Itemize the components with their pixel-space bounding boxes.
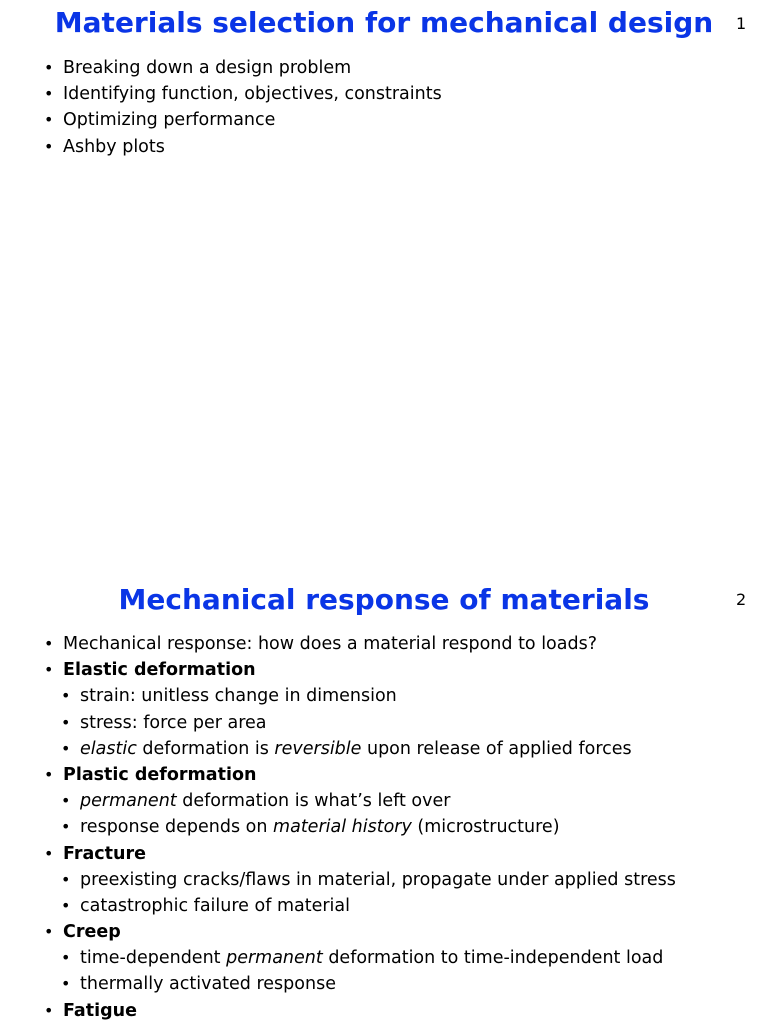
sub-list-item: [44, 683, 676, 709]
bullet-icon: •: [61, 895, 71, 915]
bullet-icon: •: [44, 136, 54, 156]
bullet-icon: •: [44, 110, 54, 130]
bullet-icon: •: [44, 764, 54, 784]
bullet-icon: •: [44, 1000, 54, 1020]
slide-title: Materials selection for mechanical design: [54, 6, 714, 39]
list-item-text: deformation is what’s left over: [176, 791, 451, 812]
list-item: [44, 81, 442, 107]
list-item-text: Mechanical response: how does a material respond to loads?: [63, 634, 598, 654]
sub-list-item: [44, 710, 676, 736]
list-item-text: preexisting cracks/flaws in material, propagate under applied stress: [80, 869, 676, 890]
list-item-text: stress: force per area: [80, 712, 267, 733]
list-item-text: deformation to time-independent load: [322, 948, 664, 969]
list-item-heading: [44, 841, 676, 867]
heading-fatigue: Fatigue: [63, 1000, 137, 1021]
list-item-text: (microstructure): [411, 817, 560, 838]
list-item-text: Breaking down a design problem: [63, 58, 352, 78]
bullet-icon: •: [61, 948, 71, 968]
list-item-text: strain: unitless change in dimension: [80, 686, 397, 707]
sub-list-item: [44, 971, 676, 997]
emphasis-text: permanent: [80, 791, 177, 812]
emphasis-text: reversible: [274, 738, 362, 759]
page-number: 2: [736, 590, 747, 609]
slide-2: [0, 576, 768, 1024]
bullet-icon: •: [44, 922, 54, 942]
list-item-text: Identifying function, objectives, constraints: [63, 84, 442, 105]
list-item-text: upon release of applied forces: [361, 738, 632, 759]
bullet-icon: •: [61, 974, 71, 994]
bullet-icon: •: [44, 660, 54, 680]
list-item-heading: [44, 657, 676, 683]
list-item-text: time-dependent: [80, 948, 227, 969]
list-item-text: catastrophic failure of material: [80, 895, 350, 916]
list-item: [44, 55, 442, 81]
list-item-text: response depends on: [80, 817, 274, 838]
heading-elastic: Elastic deformation: [63, 660, 256, 681]
sub-list-item: [44, 867, 676, 893]
sub-list-item: [44, 736, 676, 762]
bullet-icon: •: [44, 634, 54, 653]
heading-plastic: Plastic deformation: [63, 764, 257, 785]
sub-list-item: [44, 945, 676, 971]
bullet-icon: •: [61, 712, 71, 732]
heading-creep: Creep: [63, 922, 121, 943]
list-item: [44, 107, 442, 133]
list-item-heading: [44, 762, 676, 788]
emphasis-text: permanent: [226, 948, 323, 969]
list-item: [44, 134, 442, 160]
list-item-text: thermally activated response: [80, 974, 336, 995]
bullet-icon: •: [61, 738, 71, 758]
list-item-heading: [44, 919, 676, 945]
page-number: 1: [736, 14, 747, 33]
bullet-list: [44, 631, 676, 1024]
sub-list-item: [44, 788, 676, 814]
sub-list-item: [44, 814, 676, 840]
bullet-icon: •: [61, 791, 71, 811]
heading-fracture: Fracture: [63, 843, 146, 864]
slide-title: Mechanical response of materials: [118, 583, 650, 616]
list-item-text: Optimizing performance: [63, 110, 276, 131]
list-item-text: deformation is: [136, 738, 275, 759]
sub-list-item: [44, 893, 676, 919]
bullet-icon: •: [61, 869, 71, 889]
list-item: [44, 631, 676, 657]
bullet-icon: •: [61, 686, 71, 706]
bullet-icon: •: [44, 84, 54, 104]
bullet-icon: •: [61, 817, 71, 837]
list-item-text: Ashby plots: [63, 136, 165, 157]
list-item-heading: [44, 998, 676, 1024]
emphasis-text: material history: [273, 817, 412, 838]
emphasis-text: elastic: [80, 738, 137, 759]
bullet-icon: •: [44, 58, 54, 77]
bullet-list: [44, 55, 442, 160]
bullet-icon: •: [44, 843, 54, 863]
